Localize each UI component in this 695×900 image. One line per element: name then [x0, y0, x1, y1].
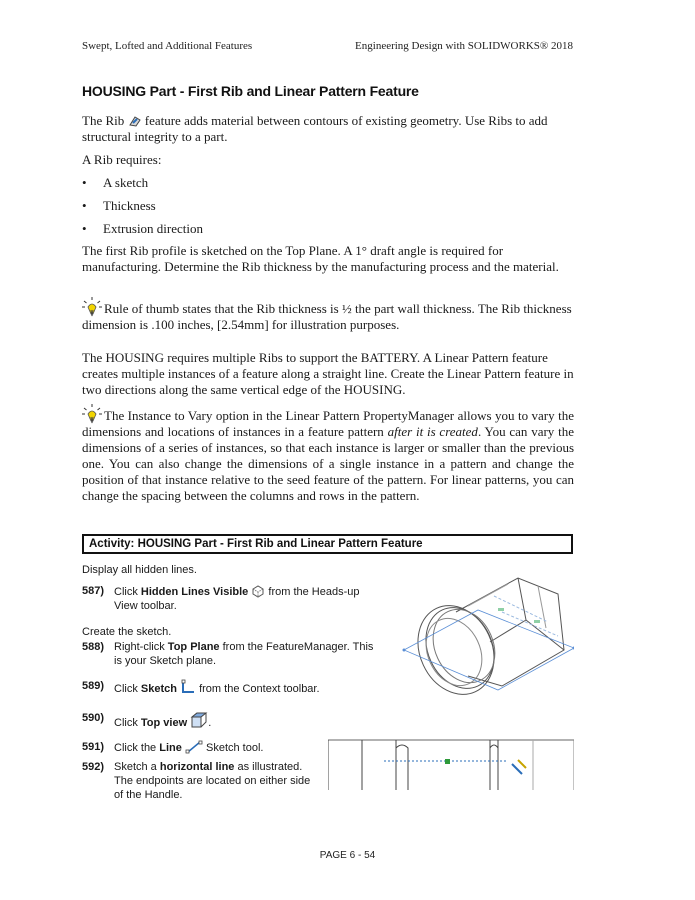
housing-pattern-paragraph: The HOUSING requires multiple Ribs to support the BATTERY. A Linear Pattern feature creates multiple instances of a feature along a straight line. Create the Linear Pattern feature in two directions along the same vertical edge of the HOUSING. — [82, 350, 574, 397]
bullet-text: Thickness — [103, 198, 156, 213]
step-text-pre: Click the — [114, 742, 160, 754]
step-text-post: . — [208, 717, 212, 729]
tip-text-a: The Instance to Vary option in the Linear Pattern PropertyManager allows you to vary the dimensions and locations of instances in a feature pattern — [82, 408, 574, 439]
tip-rib-thickness-text: Rule of thumb states that the Rib thickness is ½ the part wall thickness. The Rib thickness dimension is .100 inches, [2.54mm] for illustration purposes. — [82, 301, 572, 332]
bullet-text: Extrusion direction — [103, 221, 204, 236]
activity-heading-box — [82, 534, 573, 554]
tip-text-b: . You can vary the dimensions of a series of instances, so that each instance is larger or smaller than the previous one. You can also change the dimensions of a single instance in a pattern and change the position of that instance relative to the seed feature of the pattern. For linear patterns, you can change the spacing between the columns and rows in the pattern. — [82, 424, 574, 503]
step-text-pre: Click — [114, 683, 141, 695]
step-number: 587) — [82, 585, 105, 597]
step-text-pre: Click — [114, 717, 141, 729]
step-592 — [82, 760, 314, 802]
step-text-pre: Sketch a — [114, 761, 160, 773]
step-number: 589) — [82, 680, 105, 692]
top-view-icon — [190, 711, 208, 729]
sketch-icon — [180, 679, 196, 695]
bullet-item: • Thickness — [82, 198, 156, 213]
step-589 — [82, 679, 382, 696]
step-587 — [82, 584, 382, 613]
rib-intro-a: The Rib — [82, 113, 125, 128]
step-588 — [82, 640, 382, 668]
step-text-post: Sketch tool. — [202, 742, 264, 754]
bullet-item: • A sketch — [82, 175, 149, 190]
running-header-right: Engineering Design with SOLIDWORKS® 2018 — [355, 40, 573, 52]
activity-heading: Activity: HOUSING Part - First Rib and Linear Pattern Feature — [89, 538, 423, 550]
lightbulb-tip-icon — [82, 297, 102, 317]
step-command: Top Plane — [167, 641, 220, 653]
step-text-pre: Click — [114, 586, 141, 598]
step-number: 588) — [82, 641, 105, 653]
create-sketch-note: Create the sketch. — [82, 626, 172, 638]
hidden-lines-visible-icon — [251, 584, 265, 598]
first-rib-paragraph: The first Rib profile is sketched on the Top Plane. A 1° draft angle is required for manufacturing. Determine the Rib thickness by the manufacturing process and the material. — [82, 243, 559, 274]
tip-rib-thickness — [82, 297, 574, 333]
lightbulb-tip-icon — [82, 404, 102, 424]
housing-isometric-illustration — [398, 572, 574, 710]
display-hidden-note: Display all hidden lines. — [82, 564, 197, 576]
running-header-left: Swept, Lofted and Additional Features — [82, 40, 253, 52]
step-text-post: from the Heads-up View toolbar. — [114, 586, 360, 612]
step-number: 591) — [82, 741, 105, 753]
rib-intro-b: feature adds material between contours of existing geometry. Use Ribs to add structural integrity to a part. — [82, 113, 548, 144]
bullet-item: • Extrusion direction — [82, 221, 204, 236]
section-title: HOUSING Part - First Rib and Linear Pattern Feature — [82, 83, 419, 99]
step-command: Hidden Lines Visible — [140, 586, 249, 598]
bullet-text: A sketch — [103, 175, 149, 190]
top-view-sketch-illustration — [328, 738, 574, 790]
step-command: Top view — [140, 717, 188, 729]
step-text-post: from the FeatureManager. This is your Sketch plane. — [114, 641, 374, 667]
rib-intro-paragraph — [82, 113, 574, 145]
line-tool-icon — [185, 740, 203, 754]
step-command: Line — [159, 742, 182, 754]
rib-tool-icon — [128, 114, 142, 128]
step-number: 592) — [82, 761, 105, 773]
step-text-pre: Right-click — [114, 641, 168, 653]
step-command: Sketch — [140, 683, 177, 695]
step-text-post: from the Context toolbar. — [196, 683, 320, 695]
tip-text-emphasis: after it is created — [387, 424, 478, 439]
step-590 — [82, 711, 382, 730]
step-command: horizontal line — [159, 761, 235, 773]
tip-instance-to-vary — [82, 404, 574, 504]
rib-requires-text: A Rib requires: — [82, 152, 162, 167]
step-text-post: as illustrated. The endpoints are located on either side of the Handle. — [114, 761, 311, 801]
page-number: PAGE 6 - 54 — [319, 850, 376, 861]
step-number: 590) — [82, 712, 105, 724]
